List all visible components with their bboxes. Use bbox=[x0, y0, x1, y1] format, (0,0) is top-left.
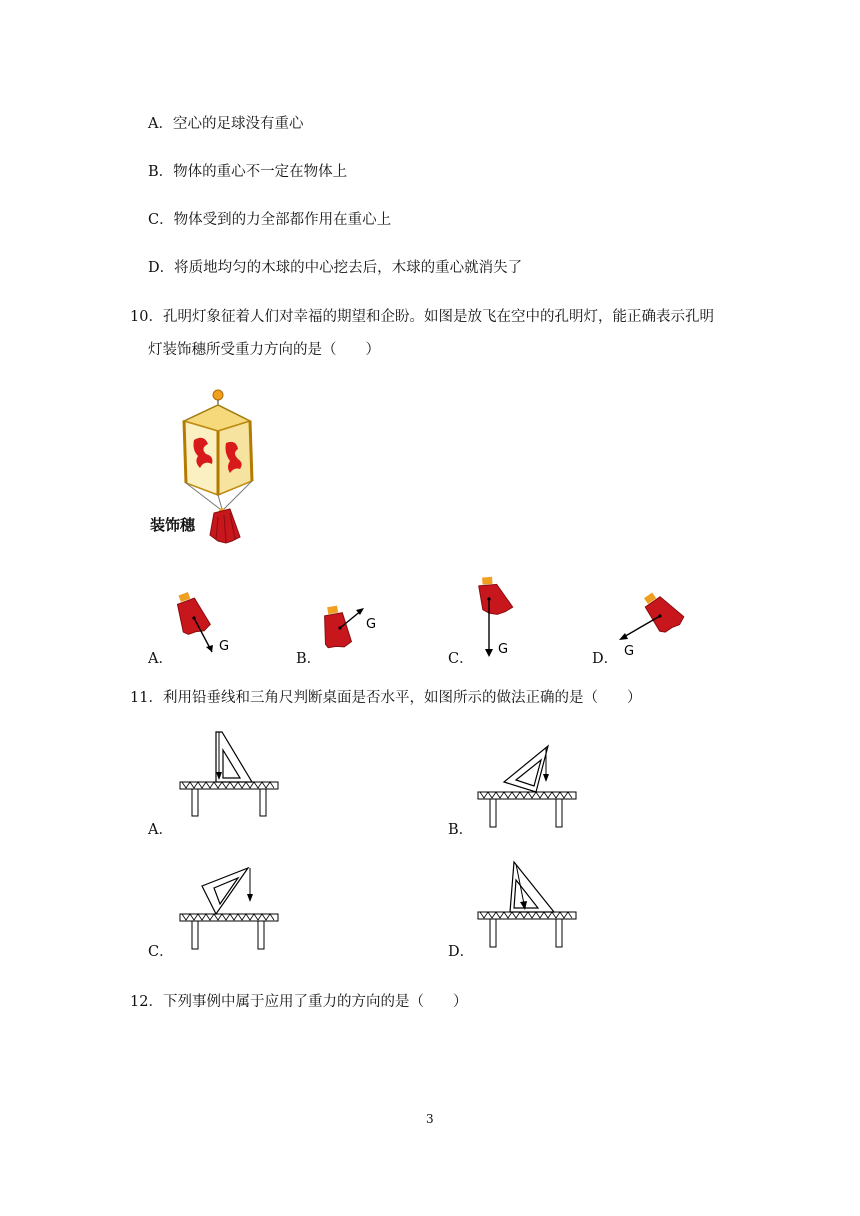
q10-option-b-figure bbox=[318, 598, 388, 658]
q9-option-d: D．将质地均匀的木球的中心挖去后，木球的重心就消失了 bbox=[148, 260, 523, 276]
q11-option-a-label: A． bbox=[148, 822, 173, 838]
q9-option-b: B．物体的重心不一定在物体上 bbox=[148, 164, 348, 180]
q10-option-a-label: A． bbox=[148, 651, 173, 667]
q11-option-b-figure bbox=[476, 742, 580, 830]
q11-option-a-figure bbox=[178, 728, 282, 820]
force-label-g: G bbox=[624, 644, 635, 659]
page-number: 3 bbox=[426, 1112, 434, 1126]
q10-option-a-figure bbox=[172, 590, 242, 660]
q12-stem: 12．下列事例中属于应用了重力的方向的是（ ） bbox=[130, 994, 468, 1010]
force-label-g: G bbox=[219, 639, 230, 654]
q9-option-a: A．空心的足球没有重心 bbox=[148, 116, 304, 132]
q10-option-d-figure bbox=[614, 588, 689, 658]
q9-option-c: C．物体受到的力全部都作用在重心上 bbox=[148, 212, 392, 228]
q11-option-b-label: B． bbox=[448, 822, 474, 838]
q10-stem-line2: 灯装饰穗所受重力方向的是（ ） bbox=[148, 342, 380, 358]
force-label-g: G bbox=[366, 617, 377, 632]
q11-stem: 11．利用铅垂线和三角尺判断桌面是否水平，如图所示的做法正确的是（ ） bbox=[130, 690, 642, 706]
tassel-label: 装饰穗 bbox=[150, 516, 196, 534]
q10-stem-line1: 10．孔明灯象征着人们对幸福的期望和企盼。如图是放飞在空中的孔明灯，能正确表示孔明 bbox=[130, 309, 714, 325]
q10-option-b-label: B． bbox=[296, 651, 322, 667]
q11-option-d-figure bbox=[476, 858, 580, 950]
q10-option-d-label: D． bbox=[592, 651, 619, 667]
q11-option-c-label: C． bbox=[148, 944, 174, 960]
q10-option-c-label: C． bbox=[448, 651, 474, 667]
q10-option-c-figure bbox=[474, 575, 544, 660]
q11-option-d-label: D． bbox=[448, 944, 475, 960]
force-label-g: G bbox=[498, 642, 509, 657]
q11-option-c-figure bbox=[178, 860, 282, 952]
